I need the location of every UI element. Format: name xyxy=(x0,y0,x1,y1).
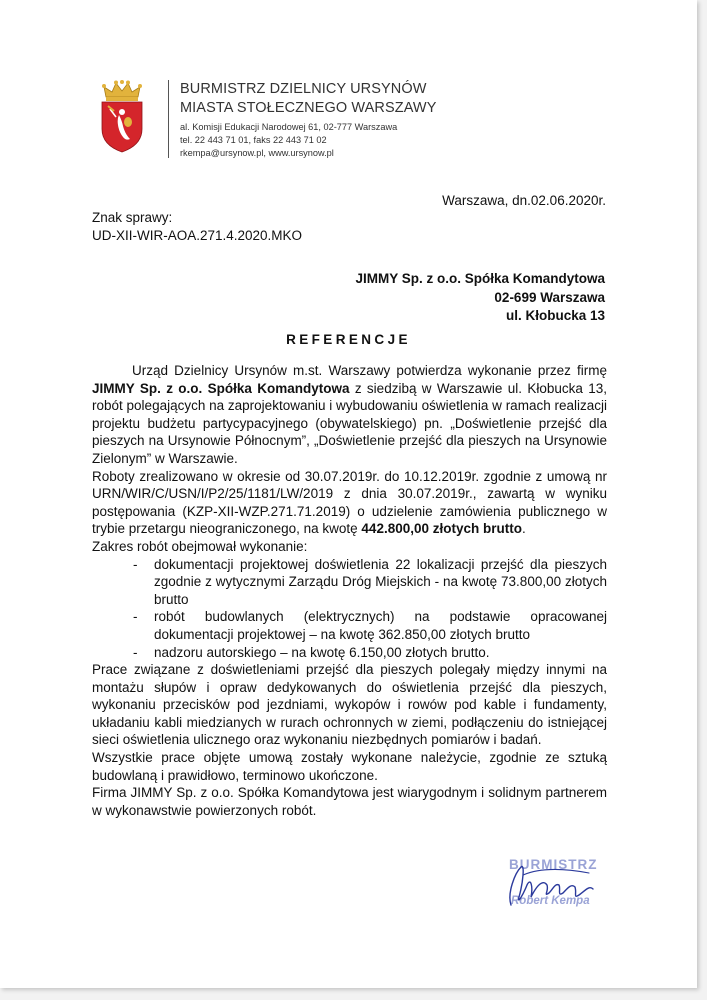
signature-stamp xyxy=(497,855,617,915)
stamp-name: Robert Kempa xyxy=(511,895,590,907)
scope-item-text: robót budowlanych (elektrycznych) na podstawie opracowanej dokumentacji projektowej – na kwotę 362.850,00 złotych brutto xyxy=(154,609,607,642)
letterhead-address: al. Komisji Edukacji Narodowej 61, 02-777 Warszawa xyxy=(180,122,398,132)
paragraph-contract xyxy=(92,468,607,538)
scope-item-text: nadzoru autorskiego – na kwotę 6.150,00 złotych brutto. xyxy=(154,644,490,660)
case-number: UD-XII-WIR-AOA.271.4.2020.MKO xyxy=(92,228,303,243)
recipient-address xyxy=(355,270,605,326)
scope-item: - robót budowlanych (elektrycznych) na podstawie opracowanej dokumentacji projektowej – na kwotę 362.850,00 złotych brutto xyxy=(133,609,607,642)
p2-amount: 442.800,00 złotych brutto xyxy=(361,521,522,537)
recipient-postal: 02-699 Warszawa xyxy=(494,289,605,305)
p2-text-b: . xyxy=(521,521,526,537)
paragraph-recommendation: Firma JIMMY Sp. z o.o. Spółka Komandytowa jest wiarygodnym i solidnym partnerem w wykonawstwie powierzonych robót. xyxy=(92,785,607,818)
paragraph-scope-intro: Zakres robót obejmował wykonanie: xyxy=(92,538,308,554)
paragraph-quality: Wszystkie prace objęte umową zostały wykonane należycie, zgodnie ze sztuką budowlaną i prawidłowo, terminowo ukończone. xyxy=(92,750,607,783)
paragraph-confirmation xyxy=(92,362,607,468)
recipient-name: JIMMY Sp. z o.o. Spółka Komandytowa xyxy=(355,271,605,286)
scope-item-text: dokumentacji projektowej doświetlenia 22 lokalizacji przejść dla pieszych zgodnie z wytycznymi Zarządu Dróg Miejskich - na kwotę 73.800,00 złotych brutto xyxy=(154,556,607,607)
handwritten-signature-icon xyxy=(497,855,617,915)
p1-text-a: Urząd Dzielnicy Ursynów m.st. Warszawy potwierdza wykonanie przez firmę xyxy=(132,363,607,378)
document-body xyxy=(92,362,607,819)
recipient-street: ul. Kłobucka 13 xyxy=(505,308,605,323)
scope-list xyxy=(92,556,607,662)
p1-text-b: z siedzibą w Warszawie ul. Kłobucka 13, robót polegających na zaprojektowaniu i wybudowaniu oświetlenia w ramach realizacji projektu budżetu partycypacyjnego (obywatelskiego) pn. „Doświetlenie przejść dla pieszych na Ursynowie Północnym”, „Doświetlenie przejść dla pieszych na Ursynowie Zielonym” w Warszawie. xyxy=(92,380,607,466)
letterhead-title-line1: BURMISTRZ DZIELNICY URSYNÓW xyxy=(180,81,427,97)
letterhead xyxy=(180,80,436,160)
p2-text-a: Roboty zrealizowano w okresie od 30.07.2019r. do 10.12.2019r. zgodnie z umową nr URN/WIR/C/USN/I/P2/25/1181/LW/2019 z dnia 30.07.2019r., zawartą w wyniku postępowania (KZP-XII-WZP.271.71.2019) o udzielenie zamówienia publicznego w trybie przetargu nieograniczonego, na kwotę xyxy=(92,468,607,537)
p1-company-name: JIMMY Sp. z o.o. Spółka Komandytowa xyxy=(92,380,350,396)
warsaw-coat-of-arms-icon xyxy=(96,79,148,153)
stamp-title: BURMISTRZ xyxy=(509,857,598,872)
case-reference xyxy=(92,209,302,245)
letterhead-phone: tel. 22 443 71 01, faks 22 443 71 02 xyxy=(180,135,327,145)
paragraph-works-description: Prace związane z doświetleniami przejść dla pieszych polegały między innymi na montażu słupów i opraw dedykowanych do oświetlenia przejść dla pieszych, wykonaniu przecisków pod jezdniami, wykopów i rowów pod kable i fundamenty, układaniu kabli miedzianych w rurach ochronnych w ziemi, podłączeniu do istniejącej sieci oświetlenia ulicznego oraz wykonaniu niezbędnych pomiarów i badań. xyxy=(92,662,607,748)
letterhead-title-line2: MIASTA STOŁECZNEGO WARSZAWY xyxy=(180,100,437,116)
case-label: Znak sprawy: xyxy=(92,210,173,225)
document-title: REFERENCJE xyxy=(286,332,411,347)
place-date: Warszawa, dn.02.06.2020r. xyxy=(442,193,606,208)
scope-item: - nadzoru autorskiego – na kwotę 6.150,00 złotych brutto. xyxy=(133,644,490,660)
scope-item: - dokumentacji projektowej doświetlenia 22 lokalizacji przejść dla pieszych zgodnie z wytycznymi Zarządu Dróg Miejskich - na kwotę 73.800,00 złotych brutto xyxy=(133,556,607,607)
letterhead-contact: rkempa@ursynow.pl, www.ursynow.pl xyxy=(180,148,334,158)
letterhead-divider xyxy=(168,80,169,158)
